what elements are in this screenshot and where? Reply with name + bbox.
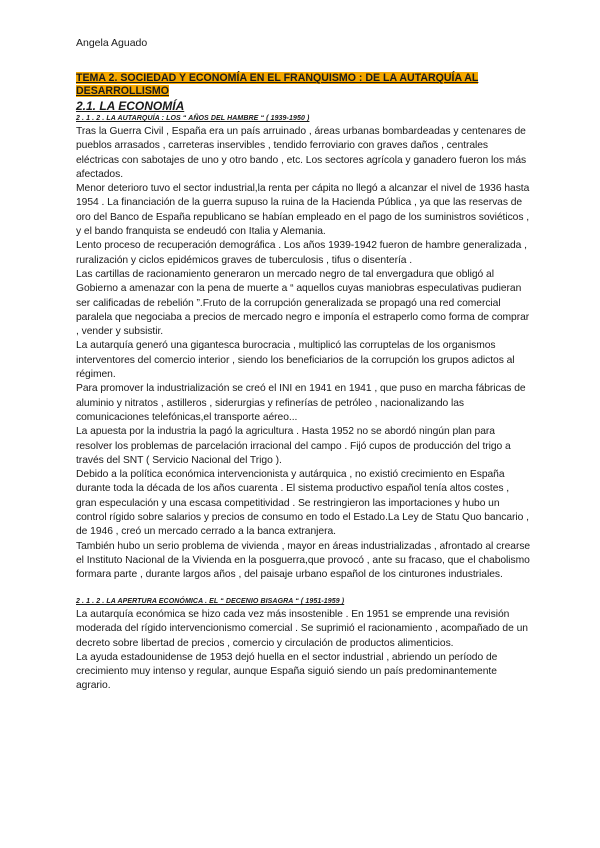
paragraph: También hubo un serio problema de vivienda , mayor en áreas industrializadas , afrontado al crearse el Instituto Nacional de la Vivienda en la posguerra,que provocó , ante su fracaso, que el chabolismo formara parte , durante largos años , del paisaje urbano español de los cinturones industriales. xyxy=(76,540,531,581)
title-highlight: TEMA 2. SOCIEDAD Y ECONOMÍA EN EL FRANQUISMO : DE LA AUTARQUÍA AL DESARROLLISMO xyxy=(76,72,479,97)
paragraph: Debido a la política económica intervencionista y autárquica , no existió crecimiento en España durante toda la década de los años cuarenta . El sistema productivo español tenía altos costes , gran especulación y una escasa competitividad . Se restringieron las importaciones y hubo un control rígido sobre salarios y precios de consumo en todo el Estado.La Ley de Statu Quo bancario , de 1946 , creó un mercado cerrado a la banca extranjera. xyxy=(76,469,529,538)
subsection-heading-autarquia: 2 . 1 . 2 . LA AUTARQUÍA : LOS “ AÑOS DEL HAMBRE “ ( 1939-1950 ) xyxy=(76,115,310,122)
document-title xyxy=(76,72,526,97)
paragraph: Menor deterioro tuvo el sector industrial,la renta per cápita no llegó a alcanzar el nivel de 1936 hasta 1954 . La financiación de la guerra supuso la ruina de la Hacienda Pública , ya que las reservas de oro del Banco de España republicano se habían empleado en el pago de los suministros soviéticos , y el bando franquista se endeudó con Italia y Alemania. xyxy=(76,183,530,238)
body-block-autarquia xyxy=(76,125,531,583)
author-name: Angela Aguado xyxy=(76,37,148,49)
paragraph: La apuesta por la industria la pagó la agricultura . Hasta 1952 no se abordó ningún plan para resolver los problemas de parcelación irracional del campo . Fijó cupos de producción del trigo a través del SNT ( Servicio Nacional del Trigo ). xyxy=(76,426,511,466)
paragraph: Las cartillas de racionamiento generaron un mercado negro de tal envergadura que obligó al Gobierno a amenazar con la pena de muerte a “ aquellos cuyas maniobras especulativas pudieran ser calificadas de rebelión ”.Fruto de la corrupción generalizada se propagó una red comercial paralela que negociaba a precios de mercado negro e imponía el estraperlo como forma de comprar , vender y subsistir. xyxy=(76,268,530,338)
section-heading: 2.1. LA ECONOMÍA xyxy=(76,99,185,113)
subsection-heading-apertura: 2 . 1 . 2 . LA APERTURA ECONÓMICA . EL “ DECENIO BISAGRA “ ( 1951-1959 ) xyxy=(76,598,345,605)
paragraph: La ayuda estadounidense de 1953 dejó huella en el sector industrial , abriendo un período de crecimiento muy intenso y regular, aunque España siguió siendo un país predominantemente agrario. xyxy=(76,651,498,692)
paragraph: Lento proceso de recuperación demográfica . Los años 1939-1942 fueron de hambre generalizada , ruralización y ciclos epidémicos graves de tuberculosis , tifus o disentería . xyxy=(76,240,527,266)
paragraph: La autarquía generó una gigantesca burocracia , multiplicó las corruptelas de los organismos interventores del comercio interior , siendo los beneficiarios de la corrupción los grupos adictos al régimen. xyxy=(76,340,515,381)
body-block-apertura xyxy=(76,608,531,694)
paragraph: La autarquía económica se hizo cada vez más insostenible . En 1951 se emprende una revisión moderada del rígido intervencionismo comercial . Se suprimió el racionamiento , acompañado de un decreto sobre libertad de precios , comercio y circulación de productos alimenticios. xyxy=(76,609,528,649)
paragraph: Para promover la industrialización se creó el INI en 1941 en 1941 , que puso en marcha fábricas de aluminio y nitratos , astilleros , siderurgias y refinerías de petróleo , nacionalizando las comunicaciones telefónicas,el transporte aéreo... xyxy=(76,383,526,423)
paragraph: Tras la Guerra Civil , España era un país arruinado , áreas urbanas bombardeadas y centenares de pueblos arrasados , carreteras inservibles , tendido ferroviario con graves daños , centrales eléctricas con sabotajes de uno y otro bando , etc. Los sectores agrícola y ganadero fueron los más afectados. xyxy=(76,126,527,180)
